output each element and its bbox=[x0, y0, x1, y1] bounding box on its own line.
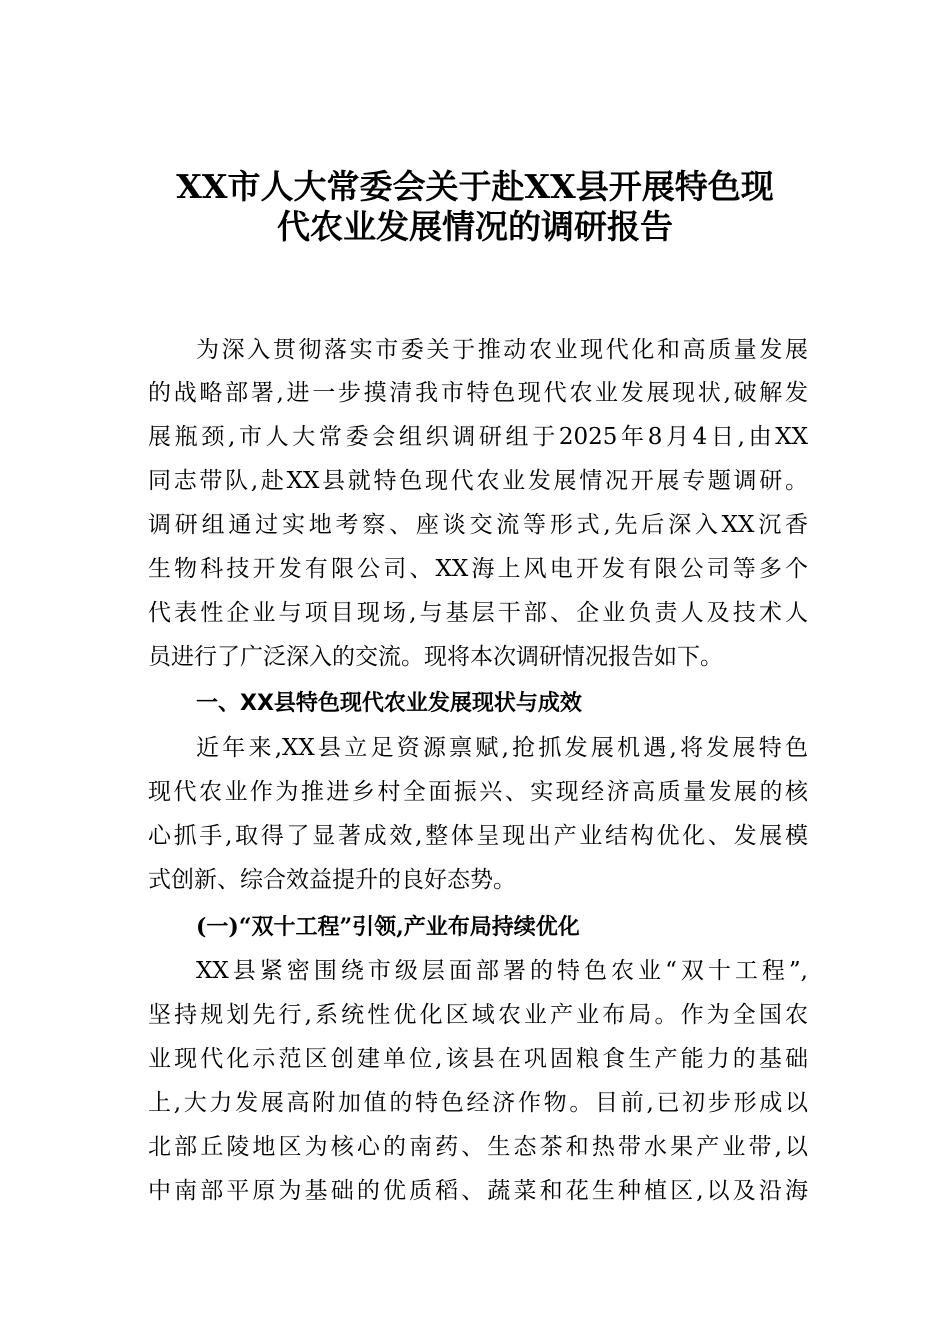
intro-paragraph-line: 展瓶颈,市人大常委会组织调研组于2025年8月4日,由XX bbox=[148, 424, 808, 450]
section-paragraph-line: 现代农业作为推进乡村全面振兴、实现经济高质量发展的核 bbox=[148, 779, 808, 805]
subsection-paragraph-line: 业现代化示范区创建单位,该县在巩固粮食生产能力的基础 bbox=[148, 1046, 808, 1072]
intro-paragraph-line: 同志带队,赴XX县就特色现代农业发展情况开展专题调研。 bbox=[148, 468, 808, 494]
subsection-paragraph-line: 中南部平原为基础的优质稻、蔬菜和花生种植区,以及沿海 bbox=[148, 1178, 808, 1204]
subsection-heading: (一)“双十工程”引领,产业布局持续优化 bbox=[196, 914, 580, 940]
section-heading: 一、XX县特色现代农业发展现状与成效 bbox=[196, 691, 582, 716]
report-title-line-1: XX市人大常委会关于赴XX县开展特色现 bbox=[176, 167, 774, 206]
section-paragraph-line: 式创新、综合效益提升的良好态势。 bbox=[148, 867, 516, 893]
section-paragraph-line: 心抓手,取得了显著成效,整体呈现出产业结构优化、发展模 bbox=[148, 823, 808, 849]
subsection-paragraph-line: 上,大力发展高附加值的特色经济作物。目前,已初步形成以 bbox=[148, 1090, 808, 1116]
intro-paragraph-line: 员进行了广泛深入的交流。现将本次调研情况报告如下。 bbox=[148, 644, 723, 670]
subsection-paragraph-line: XX县紧密围绕市级层面部署的特色农业“双十工程”, bbox=[196, 958, 808, 984]
subsection-paragraph-line: 坚持规划先行,系统性优化区域农业产业布局。作为全国农 bbox=[148, 1002, 808, 1028]
report-title-line-2: 代农业发展情况的调研报告 bbox=[277, 207, 673, 246]
subsection-paragraph-line: 北部丘陵地区为核心的南药、生态茶和热带水果产业带,以 bbox=[148, 1134, 808, 1160]
intro-paragraph-line: 生物科技开发有限公司、XX海上风电开发有限公司等多个 bbox=[148, 556, 808, 582]
intro-paragraph-line: 的战略部署,进一步摸清我市特色现代农业发展现状,破解发 bbox=[148, 380, 808, 406]
intro-paragraph-line: 代表性企业与项目现场,与基层干部、企业负责人及技术人 bbox=[148, 600, 808, 626]
intro-paragraph-line: 为深入贯彻落实市委关于推动农业现代化和高质量发展 bbox=[196, 337, 808, 363]
section-paragraph-line: 近年来,XX县立足资源禀赋,抢抓发展机遇,将发展特色 bbox=[196, 735, 808, 761]
intro-paragraph-line: 调研组通过实地考察、座谈交流等形式,先后深入XX沉香 bbox=[148, 512, 808, 538]
